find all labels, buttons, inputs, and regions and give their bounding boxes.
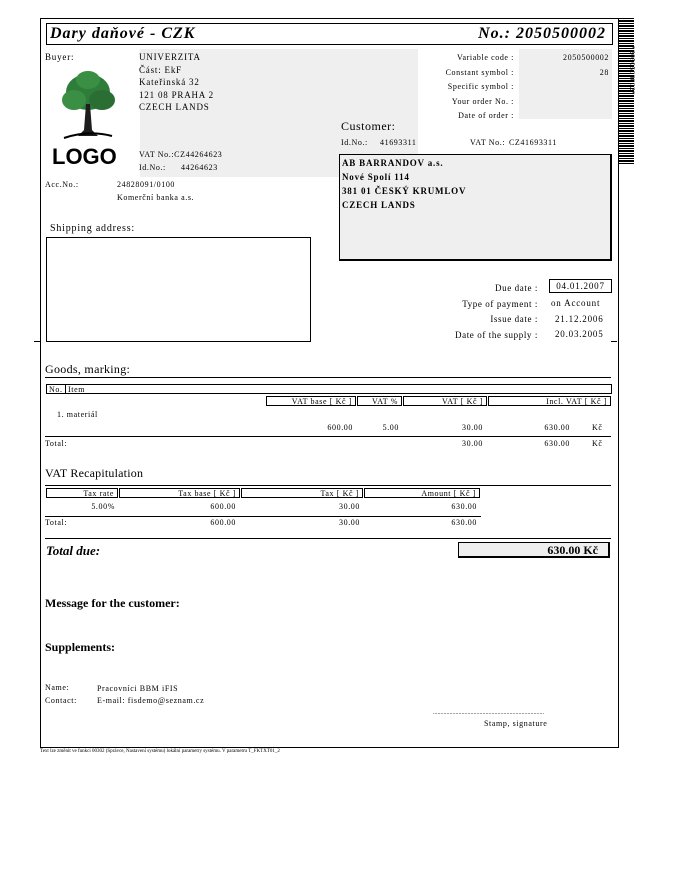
- recap-total-tax: 30.00: [339, 518, 360, 527]
- variable-code-value: 2050500002: [563, 53, 609, 62]
- document-title: Dary daňové - CZK: [50, 25, 196, 42]
- date-of-order-label: Date of order :: [458, 111, 514, 120]
- recap-total-rule: [45, 516, 481, 517]
- customer-line: 381 01 ČESKÝ KRUMLOV: [342, 186, 467, 196]
- total-due-label: Total due:: [46, 543, 101, 558]
- customer-line: CZECH LANDS: [342, 200, 416, 210]
- buyer-line: Část: EkF: [139, 64, 182, 75]
- codes-values: [519, 51, 609, 80]
- due-date-box: [549, 279, 612, 293]
- payment-type-value: on Account: [551, 298, 601, 308]
- customer-address-box: [339, 154, 612, 261]
- logo-text: LOGO: [52, 144, 117, 169]
- goods-vat-base: 600.00: [327, 423, 353, 432]
- goods-vat: 30.00: [462, 423, 483, 432]
- acc-no-label: Acc.No.:: [45, 180, 79, 189]
- customer-vat-label: VAT No.:: [470, 138, 506, 147]
- buyer-label: Buyer:: [45, 52, 75, 62]
- buyer-vat-no: VAT No.:CZ44264623: [139, 150, 223, 159]
- goods-title: Goods, marking:: [45, 362, 131, 376]
- goods-total-currency: Kč: [592, 439, 603, 448]
- goods-item: 1. materiál: [57, 410, 98, 419]
- col-tax: Tax [ Kč ]: [241, 488, 363, 498]
- col-vat: VAT [ Kč ]: [403, 396, 487, 406]
- section-divider: [34, 341, 40, 342]
- recap-total-base: 600.00: [210, 518, 236, 527]
- buyer-line: Kateřinská 32: [139, 77, 200, 87]
- variable-code-label: Variable code :: [457, 53, 514, 62]
- constant-symbol-label: Constant symbol :: [445, 67, 514, 77]
- goods-total-label: Total:: [45, 439, 68, 448]
- footer-note: Text lze změnit ve funkci 00302 (Správce, Nastavení systému) lokální parametry systému. V parametru T_FKTXT01_2: [40, 749, 280, 754]
- message-label: Message for the customer:: [45, 596, 180, 610]
- col-tax-rate: Tax rate: [46, 488, 118, 498]
- issue-date-value: 21.12.2006: [555, 313, 604, 324]
- recap-rule: [45, 485, 611, 486]
- col-tax-base: Tax base [ Kč ]: [119, 488, 240, 498]
- due-date-label: Due date :: [495, 283, 538, 293]
- contact-value: E-mail: fisdemo@seznam.cz: [97, 696, 205, 705]
- signature-dots: ..........................................................................: [433, 710, 544, 716]
- goods-total-incl: 630.00: [544, 439, 570, 448]
- shipping-label: Shipping address:: [50, 223, 135, 234]
- barcode-text: *2050500002*: [628, 46, 636, 96]
- goods-total-vat: 30.00: [462, 439, 483, 448]
- goods-vat-pct: 5.00: [382, 423, 399, 432]
- dates-values: [551, 296, 604, 343]
- total-due-value: 630.00 Kč: [547, 543, 598, 557]
- document-number: No.: 2050500002: [478, 25, 606, 42]
- buyer-line: UNIVERZITA: [139, 52, 201, 62]
- recap-amount: 630.00: [451, 502, 477, 511]
- buyer-address: [139, 51, 214, 114]
- col-item: Item: [68, 385, 86, 394]
- goods-currency: Kč: [592, 423, 603, 432]
- customer-id-value: 41693311: [380, 138, 417, 147]
- buyer-line: 121 08 PRAHA 2: [139, 89, 214, 100]
- customer-label: Customer:: [341, 119, 396, 133]
- col-no: No.: [49, 385, 63, 394]
- acc-no-value: 24828091/0100: [117, 180, 176, 189]
- supply-date-value: 20.03.2005: [555, 329, 604, 340]
- constant-symbol-value: 28: [599, 67, 609, 77]
- section-divider: [611, 341, 617, 342]
- customer-id-label: Id.No.:: [341, 138, 368, 147]
- recap-rate: 5.00%: [91, 502, 115, 511]
- col-incl-vat: Incl. VAT [ Kč ]: [488, 396, 611, 406]
- bank-name: Komerční banka a.s.: [117, 193, 195, 202]
- supplements-label: Supplements:: [45, 640, 116, 654]
- recap-title: VAT Recapitulation: [45, 466, 144, 480]
- customer-vat-value: CZ41693311: [509, 138, 557, 147]
- due-date-value: 04.01.2007: [556, 281, 605, 291]
- stamp-label: Stamp, signature: [484, 719, 548, 728]
- col-amount: Amount [ Kč ]: [364, 488, 480, 498]
- name-value: Pracovníci BBM iFIS: [97, 684, 179, 693]
- contact-label: Contact:: [45, 696, 77, 705]
- buyer-id-label: Id.No.:: [139, 163, 166, 172]
- buyer-line: CZECH LANDS: [139, 102, 210, 112]
- recap-base: 600.00: [210, 502, 236, 511]
- goods-total-rule: [45, 436, 611, 437]
- customer-line: Nové Spolí 114: [342, 172, 410, 182]
- codes-labels: [420, 51, 514, 124]
- buyer-id-value: 44264623: [181, 163, 218, 172]
- supply-date-label: Date of the supply :: [455, 329, 538, 340]
- tree-logo-icon: [58, 70, 118, 142]
- goods-header-row: [46, 384, 612, 394]
- goods-rule: [45, 377, 611, 378]
- shipping-address-box: [46, 237, 311, 342]
- dates-labels: [420, 281, 538, 343]
- recap-tax: 30.00: [339, 502, 360, 511]
- recap-total-amount: 630.00: [451, 518, 477, 527]
- recap-total-label: Total:: [45, 518, 68, 527]
- col-vat-pct: VAT %: [357, 396, 402, 406]
- total-due-box: [458, 542, 610, 558]
- goods-incl: 630.00: [544, 423, 570, 432]
- issue-date-label: Issue date :: [490, 314, 538, 325]
- specific-symbol-label: Specific symbol :: [447, 82, 514, 91]
- order-no-label: Your order No. :: [451, 96, 514, 106]
- payment-type-label: Type of payment :: [462, 298, 538, 309]
- header-bar: [46, 23, 613, 45]
- name-label: Name:: [45, 683, 70, 692]
- col-vat-base: VAT base [ Kč ]: [266, 396, 356, 406]
- customer-line: AB BARRANDOV a.s.: [342, 158, 444, 168]
- total-due-rule: [45, 538, 611, 539]
